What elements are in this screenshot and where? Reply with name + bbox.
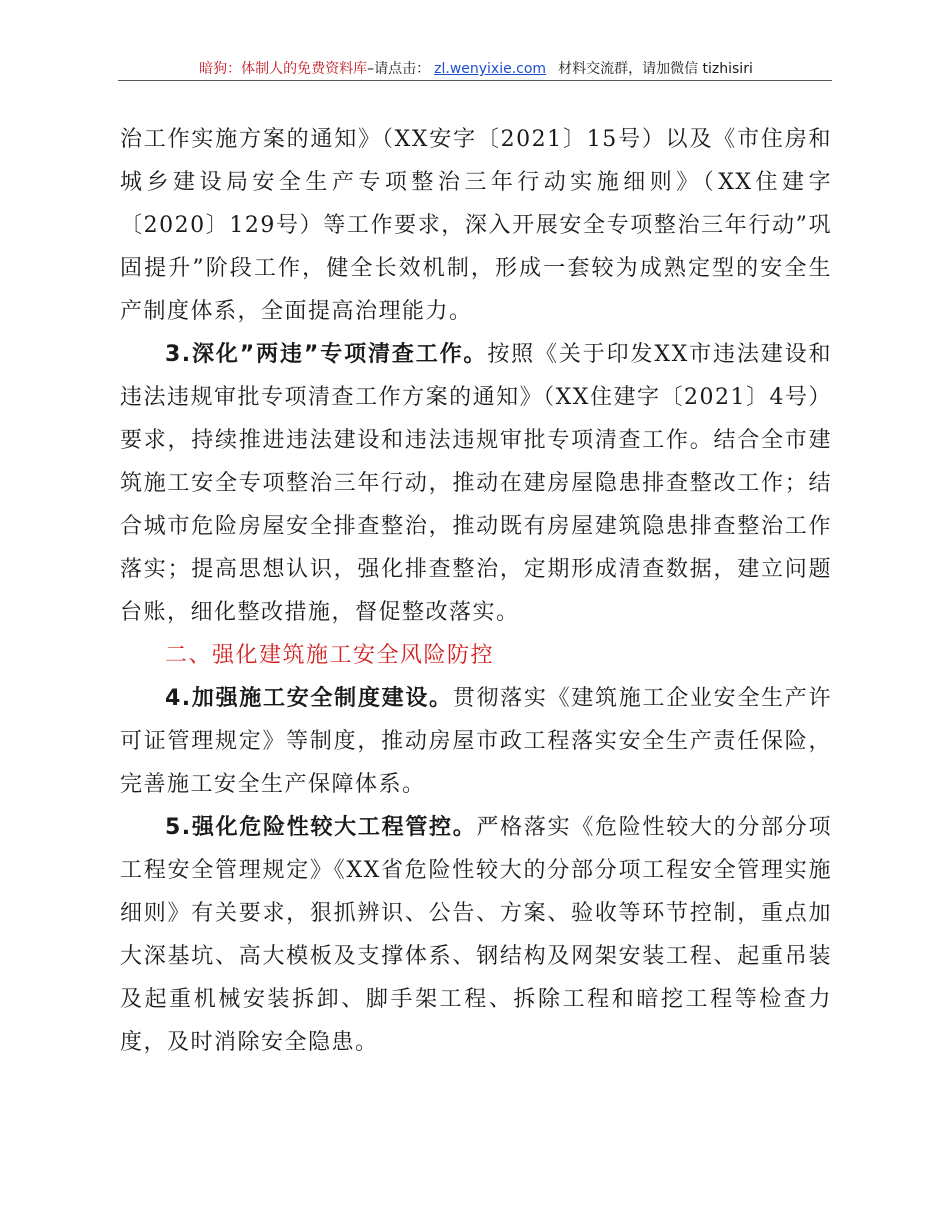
- paragraph-item-3: [120, 333, 832, 634]
- header-site-name: 暗狗：体制人的免费资料库: [199, 61, 368, 77]
- paragraph-item-5: [120, 806, 832, 1064]
- item-lead: 4.加强施工安全制度建设。: [165, 686, 453, 711]
- header-group-note: 材料交流群，请加微信 tizhisiri: [558, 61, 753, 77]
- paragraph-text: 治工作实施方案的通知》（XX安字〔2021〕15号）以及《市住房和城乡建设局安全生产专项整治三年行动实施细则》（XX住建字〔2020〕129号）等工作要求，深入开展安全专项整治三年行动”巩固提升”阶段工作，健全长效机制，形成一套较为成熟定型的安全生产制度体系，全面提高治理能力。: [120, 127, 832, 324]
- paragraph-text: 贯彻落实《建筑施工企业安全生产许可证管理规定》等制度，推动房屋市政工程落实安全生产责任保险，完善施工安全生产保障体系。: [120, 686, 832, 797]
- section-heading: 二、强化建筑施工安全风险防控: [165, 643, 495, 668]
- paragraph-continuation: [120, 118, 832, 333]
- header-link[interactable]: zl.wenyixie.com: [434, 61, 547, 77]
- paragraph-text: 按照《关于印发XX市违法建设和违法违规审批专项清查工作方案的通知》（XX住建字〔2021〕4号）要求，持续推进违法建设和违法违规审批专项清查工作。结合全市建筑施工安全专项整治三年行动，推动在建房屋隐患排查整改工作；结合城市危险房屋安全排查整治，推动既有房屋建筑隐患排查整治工作落实；提高思想认识，强化排查整治，定期形成清查数据，建立问题台账，细化整改措施，督促整改落实。: [120, 342, 832, 625]
- document-body: [120, 118, 832, 1064]
- paragraph-text: 严格落实《危险性较大的分部分项工程安全管理规定》《XX省危险性较大的分部分项工程安全管理实施细则》有关要求，狠抓辨识、公告、方案、验收等环节控制，重点加大深基坑、高大模板及支撑体系、钢结构及网架安装工程、起重吊装及起重机械安装拆卸、脚手架工程、拆除工程和暗挖工程等检查力度，及时消除安全隐患。: [120, 815, 832, 1055]
- header-prompt: –请点击：: [367, 61, 431, 77]
- paragraph-item-4: [120, 677, 832, 806]
- item-lead: 3.深化”两违”专项清查工作。: [165, 342, 488, 367]
- item-lead: 5.强化危险性较大工程管控。: [165, 815, 477, 840]
- page-header: [120, 58, 832, 78]
- header-divider: [118, 80, 832, 81]
